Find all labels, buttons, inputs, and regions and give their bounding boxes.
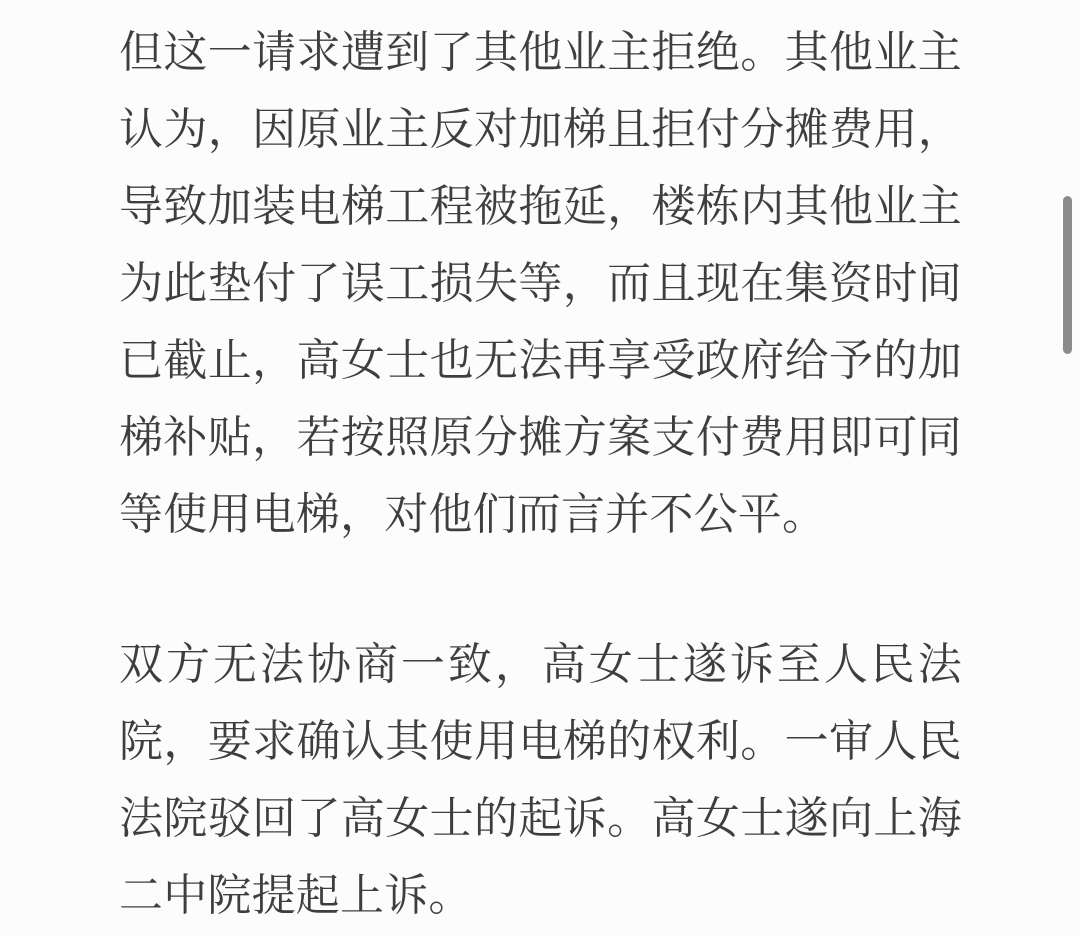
- text-line: 导致加装电梯工程被拖延，楼栋内其他业主: [119, 182, 962, 231]
- paragraph: [119, 626, 962, 934]
- text-line: 法院驳回了高女士的起诉。高女士遂向上海: [119, 794, 962, 843]
- vertical-scrollbar-thumb[interactable]: [1063, 196, 1072, 354]
- paragraph: [119, 14, 962, 553]
- text-line: 认为，因原业主反对加梯且拒付分摊费用，: [119, 105, 962, 154]
- text-line: 梯补贴，若按照原分摊方案支付费用即可同: [119, 413, 962, 462]
- text-line: 但这一请求遭到了其他业主拒绝。其他业主: [119, 28, 962, 77]
- text-line: 等使用电梯，对他们而言并不公平。: [119, 490, 827, 539]
- article-text: [119, 14, 962, 934]
- text-line: 为此垫付了误工损失等，而且现在集资时间: [119, 259, 962, 308]
- text-line: 已截止，高女士也无法再享受政府给予的加: [119, 336, 962, 385]
- text-line: 院，要求确认其使用电梯的权利。一审人民: [119, 717, 962, 766]
- text-line: 二中院提起上诉。: [119, 871, 473, 920]
- text-line: 双方无法协商一致，高女士遂诉至人民法: [119, 640, 962, 689]
